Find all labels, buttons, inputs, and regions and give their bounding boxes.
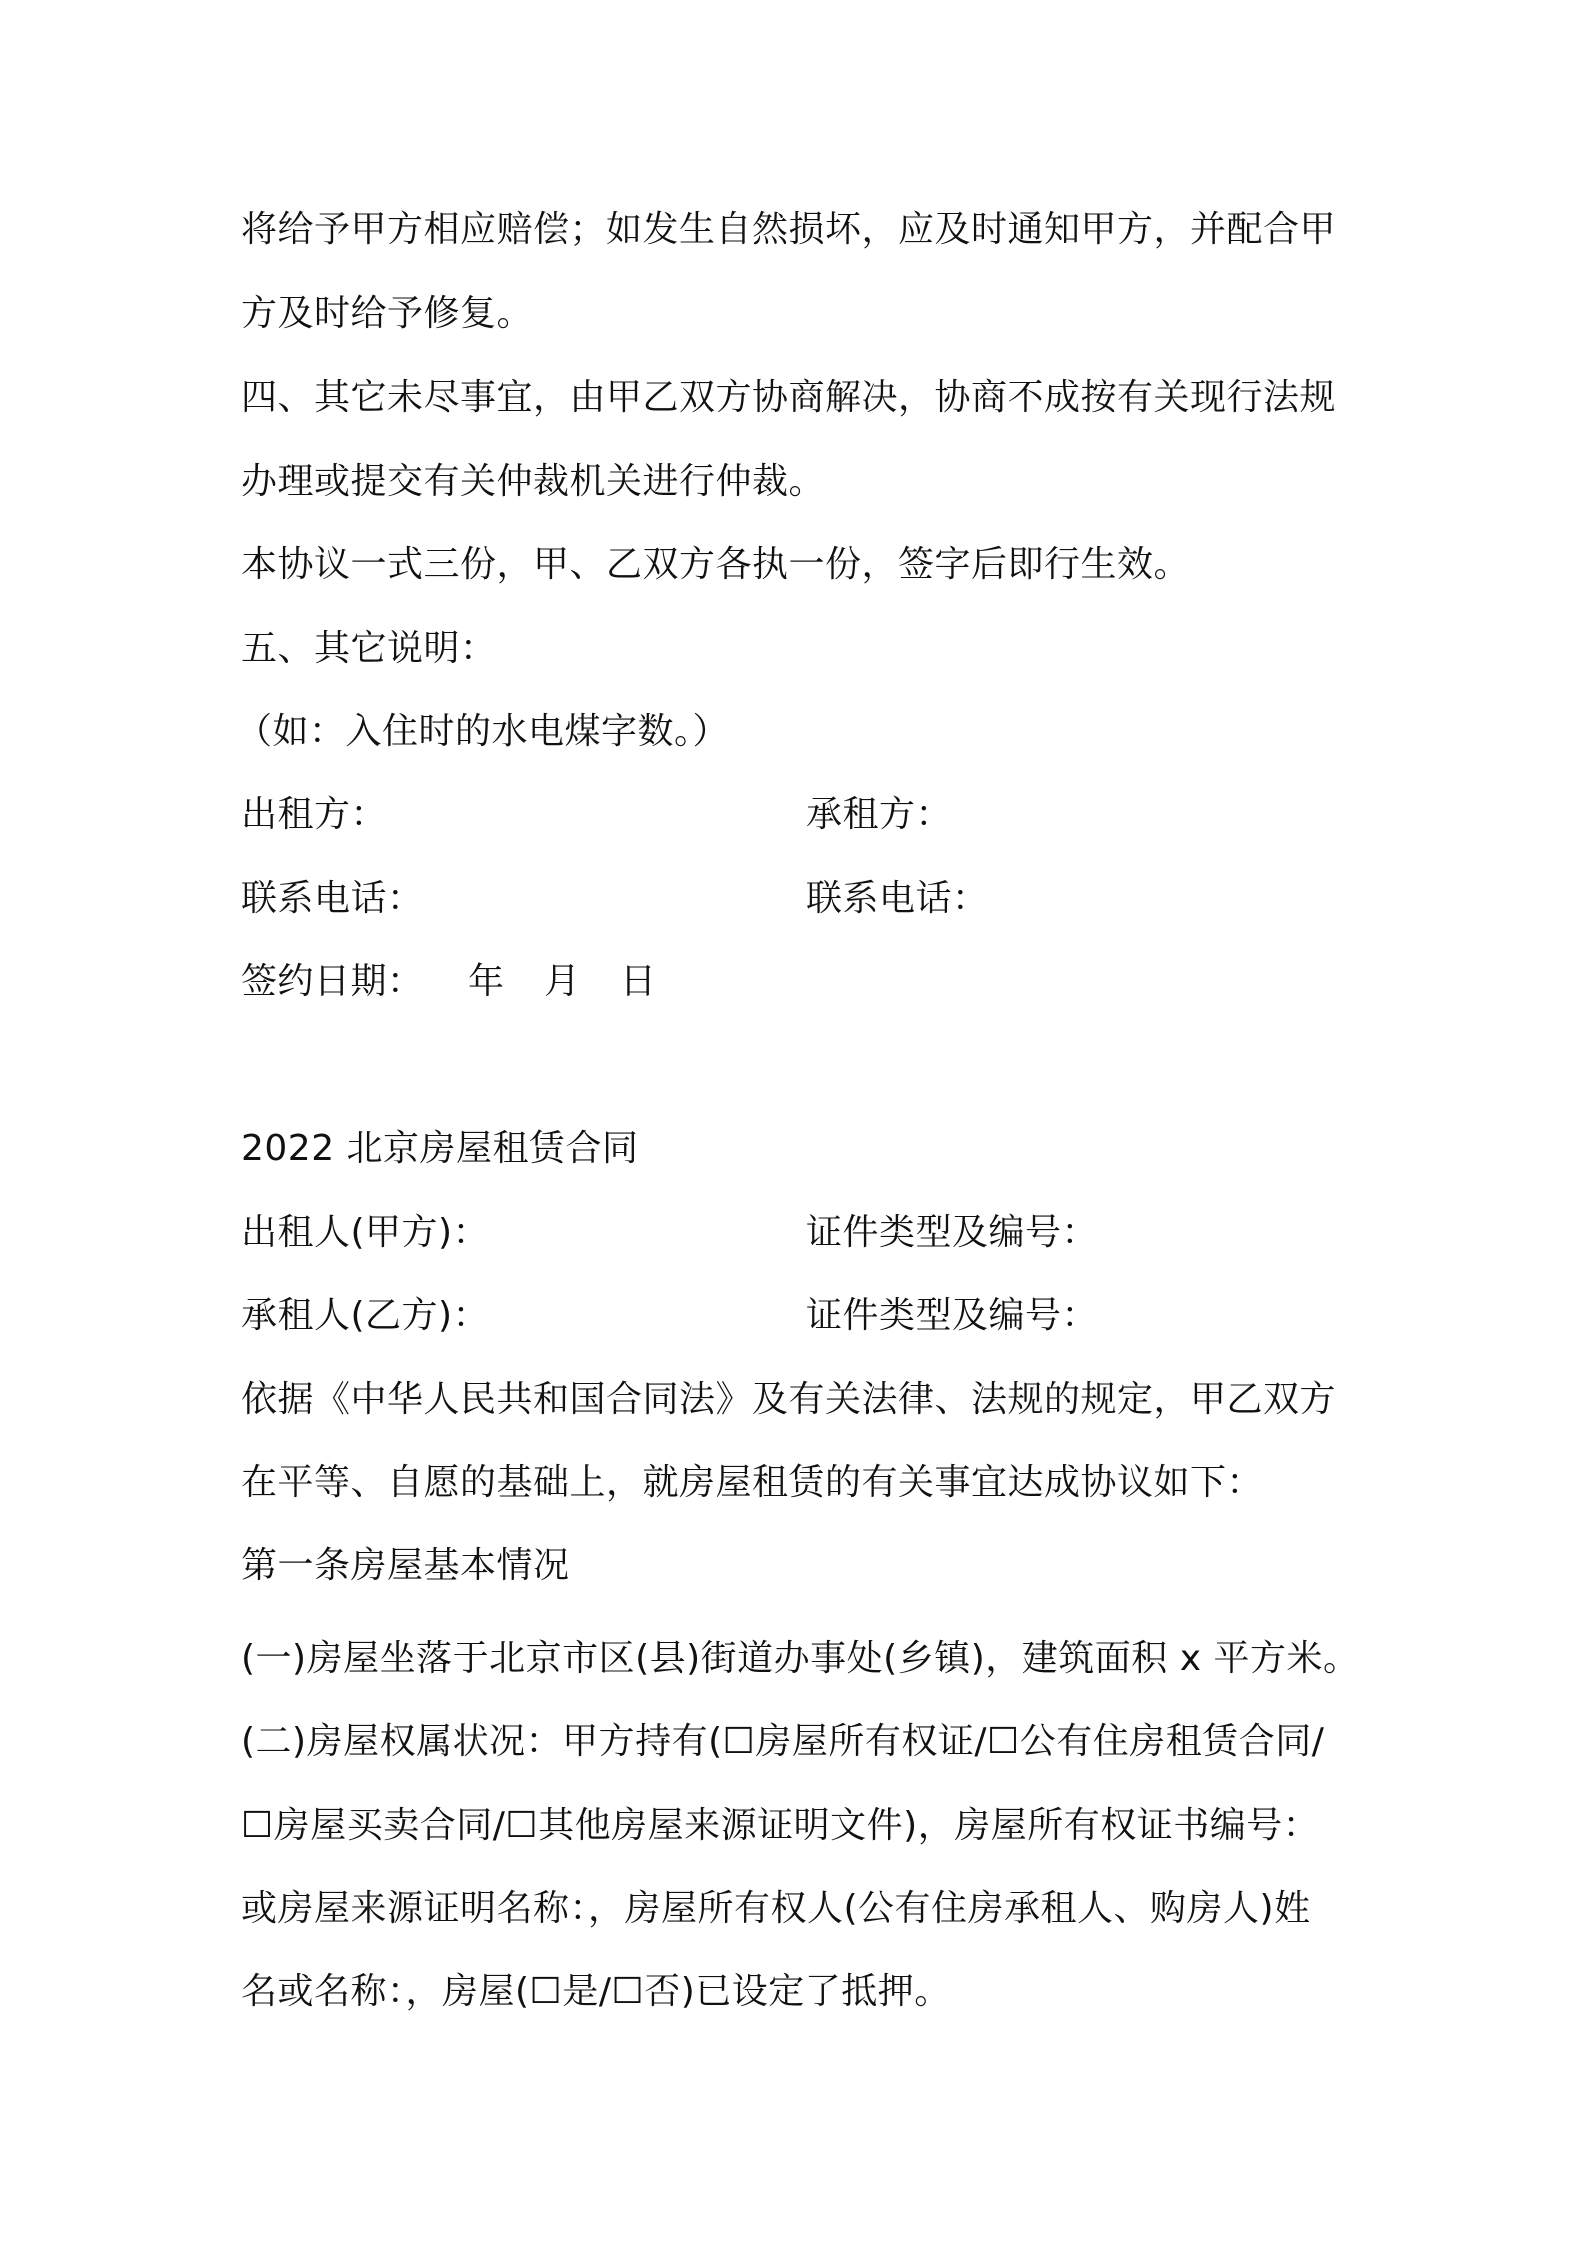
date-day: 日 — [620, 961, 657, 1002]
contract-body-line-2: 在平等、自愿的基础上，就房屋租赁的有关事宜达成协议如下： — [241, 1462, 1264, 1503]
party-b-id-label: 证件类型及编号： — [806, 1295, 1099, 1336]
contract-body-line-5: (二)房屋权属状况：甲方持有(☐房屋所有权证/☐公有住房租赁合同/ — [241, 1721, 1325, 1762]
date-year: 年 — [468, 961, 505, 1002]
party-a-id-label: 证件类型及编号： — [806, 1212, 1099, 1253]
lessee-label: 承租方： — [806, 794, 953, 835]
contract-body-line-4: (一)房屋坐落于北京市区(县)街道办事处(乡镇)，建筑面积 x 平方米。 — [241, 1638, 1360, 1679]
lessor-label: 出租方： — [241, 794, 388, 835]
text-line-7: （如：入住时的水电煤字数。） — [236, 711, 730, 752]
contract-body-line-7: 或房屋来源证明名称：，房屋所有权人(公有住房承租人、购房人)姓 — [241, 1888, 1311, 1929]
text-line-1: 将给予甲方相应赔偿；如发生自然损坏，应及时通知甲方，并配合甲 — [241, 209, 1337, 250]
contract-body-line-6: ☐房屋买卖合同/☐其他房屋来源证明文件)，房屋所有权证书编号： — [241, 1805, 1320, 1846]
text-line-5: 本协议一式三份，甲、乙双方各执一份，签字后即行生效。 — [241, 544, 1191, 585]
contract-body-line-8: 名或名称：，房屋(☐是/☐否)已设定了抵押。 — [241, 1971, 951, 2012]
date-month: 月 — [544, 961, 581, 1002]
date-label: 签约日期： — [241, 961, 424, 1002]
text-line-4: 办理或提交有关仲裁机关进行仲裁。 — [241, 461, 826, 502]
contract-title: 2022 北京房屋租赁合同 — [241, 1128, 639, 1169]
phone-label-right: 联系电话： — [806, 878, 989, 919]
article-heading: 第一条房屋基本情况 — [241, 1545, 570, 1586]
text-line-2: 方及时给予修复。 — [241, 293, 534, 334]
contract-body-line-1: 依据《中华人民共和国合同法》及有关法律、法规的规定，甲乙双方 — [241, 1379, 1337, 1420]
party-a-label: 出租人(甲方)： — [241, 1212, 490, 1253]
party-b-label: 承租人(乙方)： — [241, 1295, 490, 1336]
text-line-6: 五、其它说明： — [241, 628, 497, 669]
text-line-3: 四、其它未尽事宜，由甲乙双方协商解决，协商不成按有关现行法规 — [241, 377, 1337, 418]
phone-label-left: 联系电话： — [241, 878, 424, 919]
